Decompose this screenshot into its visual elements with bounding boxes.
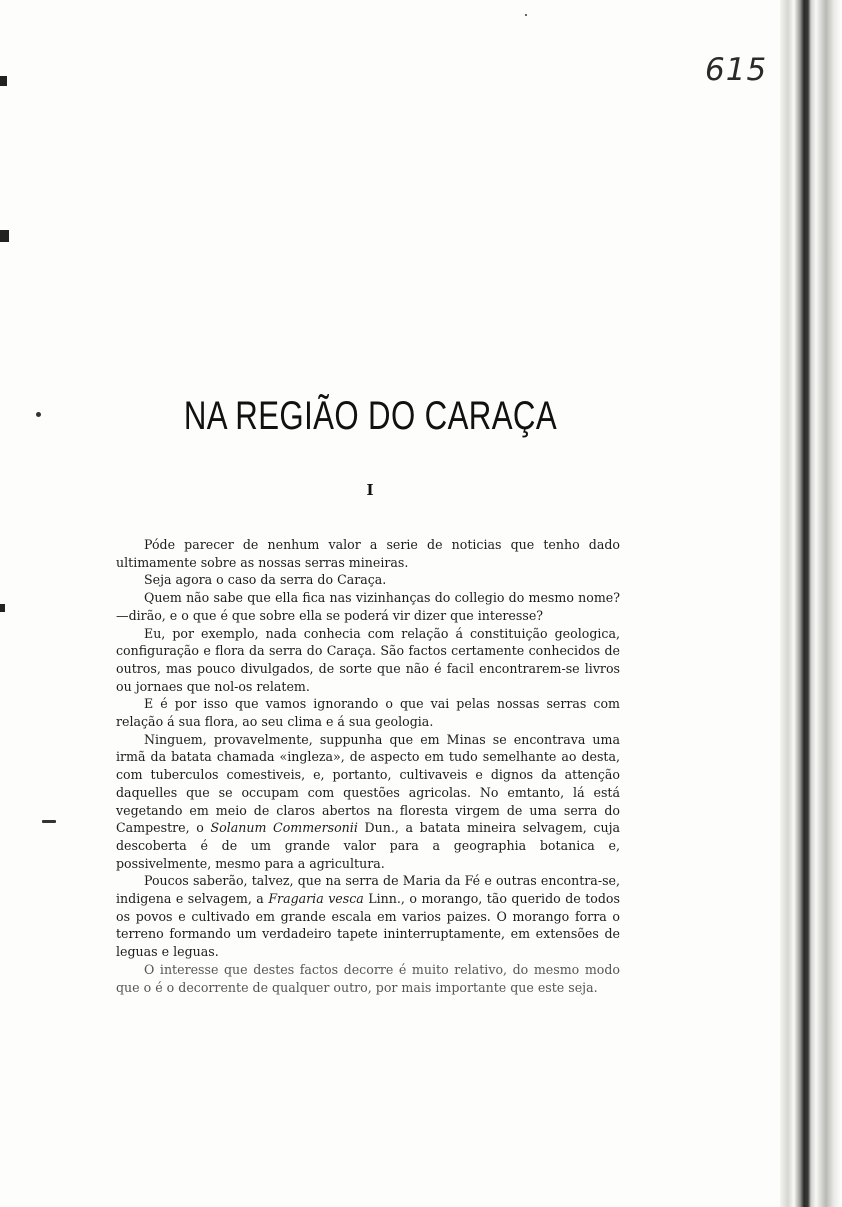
article-body: [116, 536, 620, 996]
paragraph-text: Eu, por exemplo, nada conhecia com relação á constituição geologica, configuração e flora da serra do Caraça. São factos certamente conhecidos de outros, mas pouco divulgados, de sorte que não é facil encontrarem-se livros ou jornaes que nol-os relatem.: [116, 625, 620, 694]
ink-speck: [525, 14, 527, 16]
italic-term: Solanum Commersonii: [210, 820, 358, 836]
paragraph: [116, 589, 620, 624]
paragraph: [116, 536, 620, 571]
margin-mark: [0, 76, 7, 86]
paragraph: [116, 625, 620, 696]
paragraph-text: Ninguem, provavelmente, suppunha que em Minas se encontrava uma irmã da batata chamada «ingleza», de aspecto em tudo semelhante ao desta, com tuberculos comestiveis, e, portanto, cultivaveis e dignos da attenção daquelles que se occupam com questões agricolas. No emtanto, lá está vegetando em meio de claros abertos na floresta virgem de uma serra do Campestre, o: [116, 731, 620, 836]
paragraph: [116, 961, 620, 996]
paragraph: [116, 731, 620, 873]
page-number: 615: [705, 52, 768, 88]
paragraph-text: Póde parecer de nenhum valor a serie de noticias que tenho dado ultimamente sobre as nossas serras mineiras.: [116, 537, 620, 570]
paragraph: [116, 695, 620, 730]
section-marker: I: [366, 481, 374, 499]
paragraph-text: Quem não sabe que ella fica nas vizinhanças do collegio do mesmo nome?—dirão, e o que é que sobre ella se poderá vir dizer que interesse?: [116, 590, 620, 623]
page-binding-edge: [780, 0, 842, 1207]
paragraph-text: O interesse que destes factos decorre é muito relativo, do mesmo modo que o é o decorrente de qualquer outro, por mais importante que este seja.: [116, 961, 620, 995]
margin-mark: [0, 230, 9, 242]
paragraph-text: Linn., o morango, tão querido de todos os povos e cultivado em grande escala em varios paizes. O morango forra o terreno formando um verdadeiro tapete ininterruptamente, em extensões de leguas e leguas.: [116, 891, 620, 960]
italic-term: Fragaria vesca: [268, 891, 364, 907]
paragraph-text: Poucos saberão, talvez, que na serra de Maria da Fé e outras encontra-se, indigena e selvagem, a: [116, 873, 620, 907]
paragraph-text: Seja agora o caso da serra do Caraça.: [144, 572, 387, 588]
paragraph: [116, 872, 620, 961]
paragraph-text: E é por isso que vamos ignorando o que vai pelas nossas serras com relação á sua flora, ao seu clima e á sua geologia.: [116, 696, 620, 730]
page-title: NA REGIÃO DO CARAÇA: [183, 394, 558, 438]
ink-speck: [36, 412, 41, 417]
paragraph: [116, 571, 620, 589]
paragraph-text: Dun., a batata mineira selvagem, cuja descoberta é de um grande valor para a geographia botanica e, possivelmente, mesmo para a agricultura.: [116, 820, 620, 871]
ink-speck: [42, 820, 56, 823]
margin-mark: [0, 604, 5, 612]
